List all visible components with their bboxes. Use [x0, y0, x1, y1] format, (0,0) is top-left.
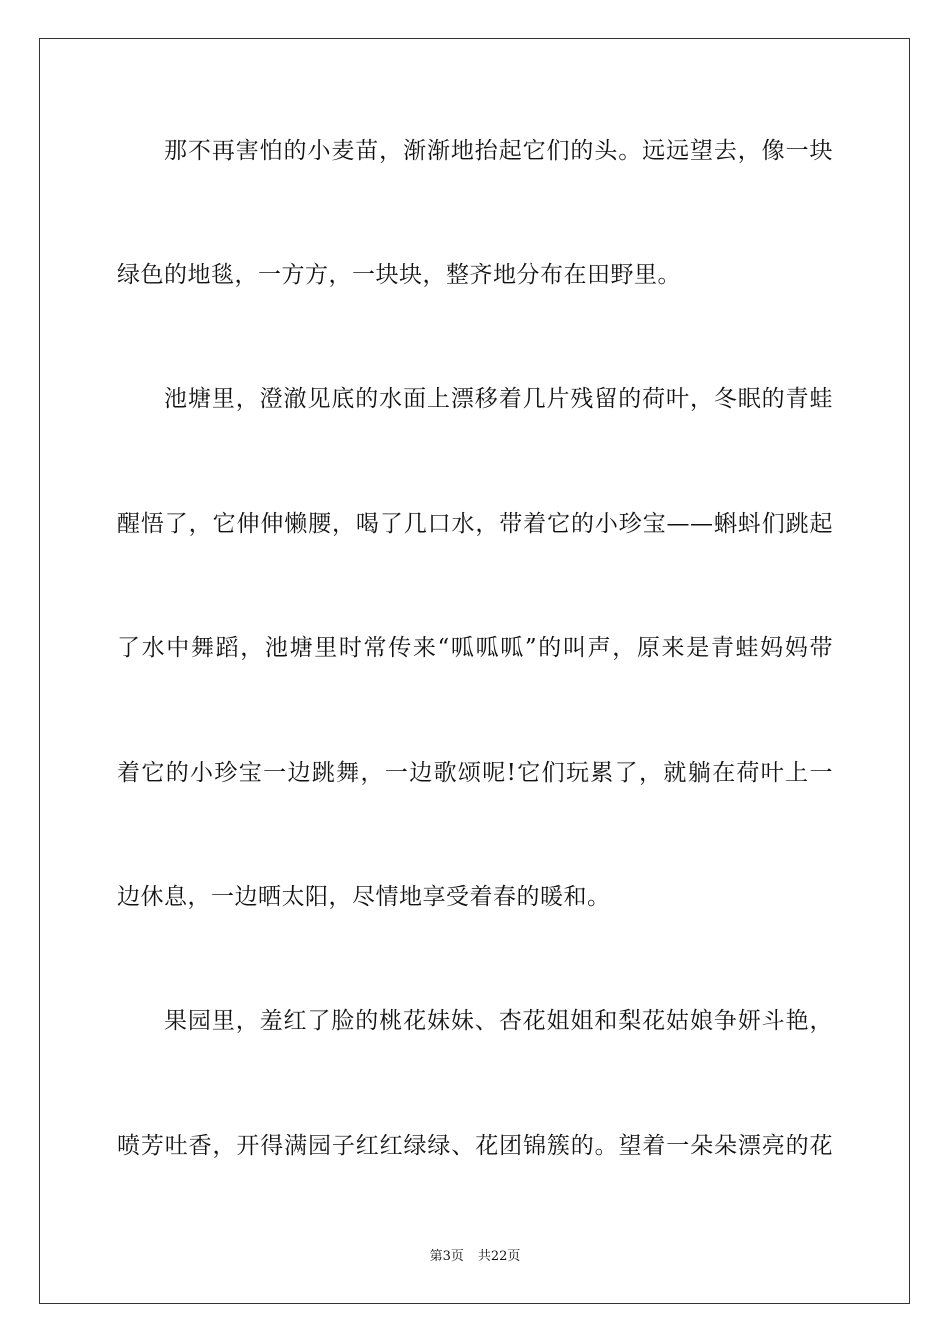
paragraph-2-line-1: 池塘里，澄澈见底的水面上漂移着几片残留的荷叶，冬眠的青蛙 [164, 386, 833, 412]
page-total: 共22页 [477, 1249, 521, 1264]
paragraph-2-line-3: 了水中舞蹈，池塘里时常传来“呱呱呱”的叫声，原来是青蛙妈妈带 [117, 635, 833, 661]
page-border [39, 38, 910, 1304]
page-footer [0, 1248, 950, 1266]
paragraph-1-line-2: 绿色的地毯，一方方，一块块，整齐地分布在田野里。 [117, 262, 681, 288]
paragraph-3-line-1: 果园里，羞红了脸的桃花妹妹、杏花姐姐和梨花姑娘争妍斗艳， [164, 1008, 833, 1034]
paragraph-2-line-4: 着它的小珍宝一边跳舞，一边歌颂呢!它们玩累了，就躺在荷叶上一 [117, 760, 833, 786]
paragraph-1-line-1: 那不再害怕的小麦苗，渐渐地抬起它们的头。远远望去，像一块 [164, 138, 833, 164]
page-number: 第3页 [429, 1249, 464, 1264]
paragraph-2-line-2: 醒悟了，它伸伸懒腰，喝了几口水，带着它的小珍宝——蝌蚪们跳起 [117, 511, 833, 537]
paragraph-3-line-2: 喷芳吐香，开得满园子红红绿绿、花团锦簇的。望着一朵朵漂亮的花 [117, 1133, 833, 1159]
paragraph-2-line-5: 边休息，一边晒太阳，尽情地享受着春的暖和。 [117, 884, 611, 910]
